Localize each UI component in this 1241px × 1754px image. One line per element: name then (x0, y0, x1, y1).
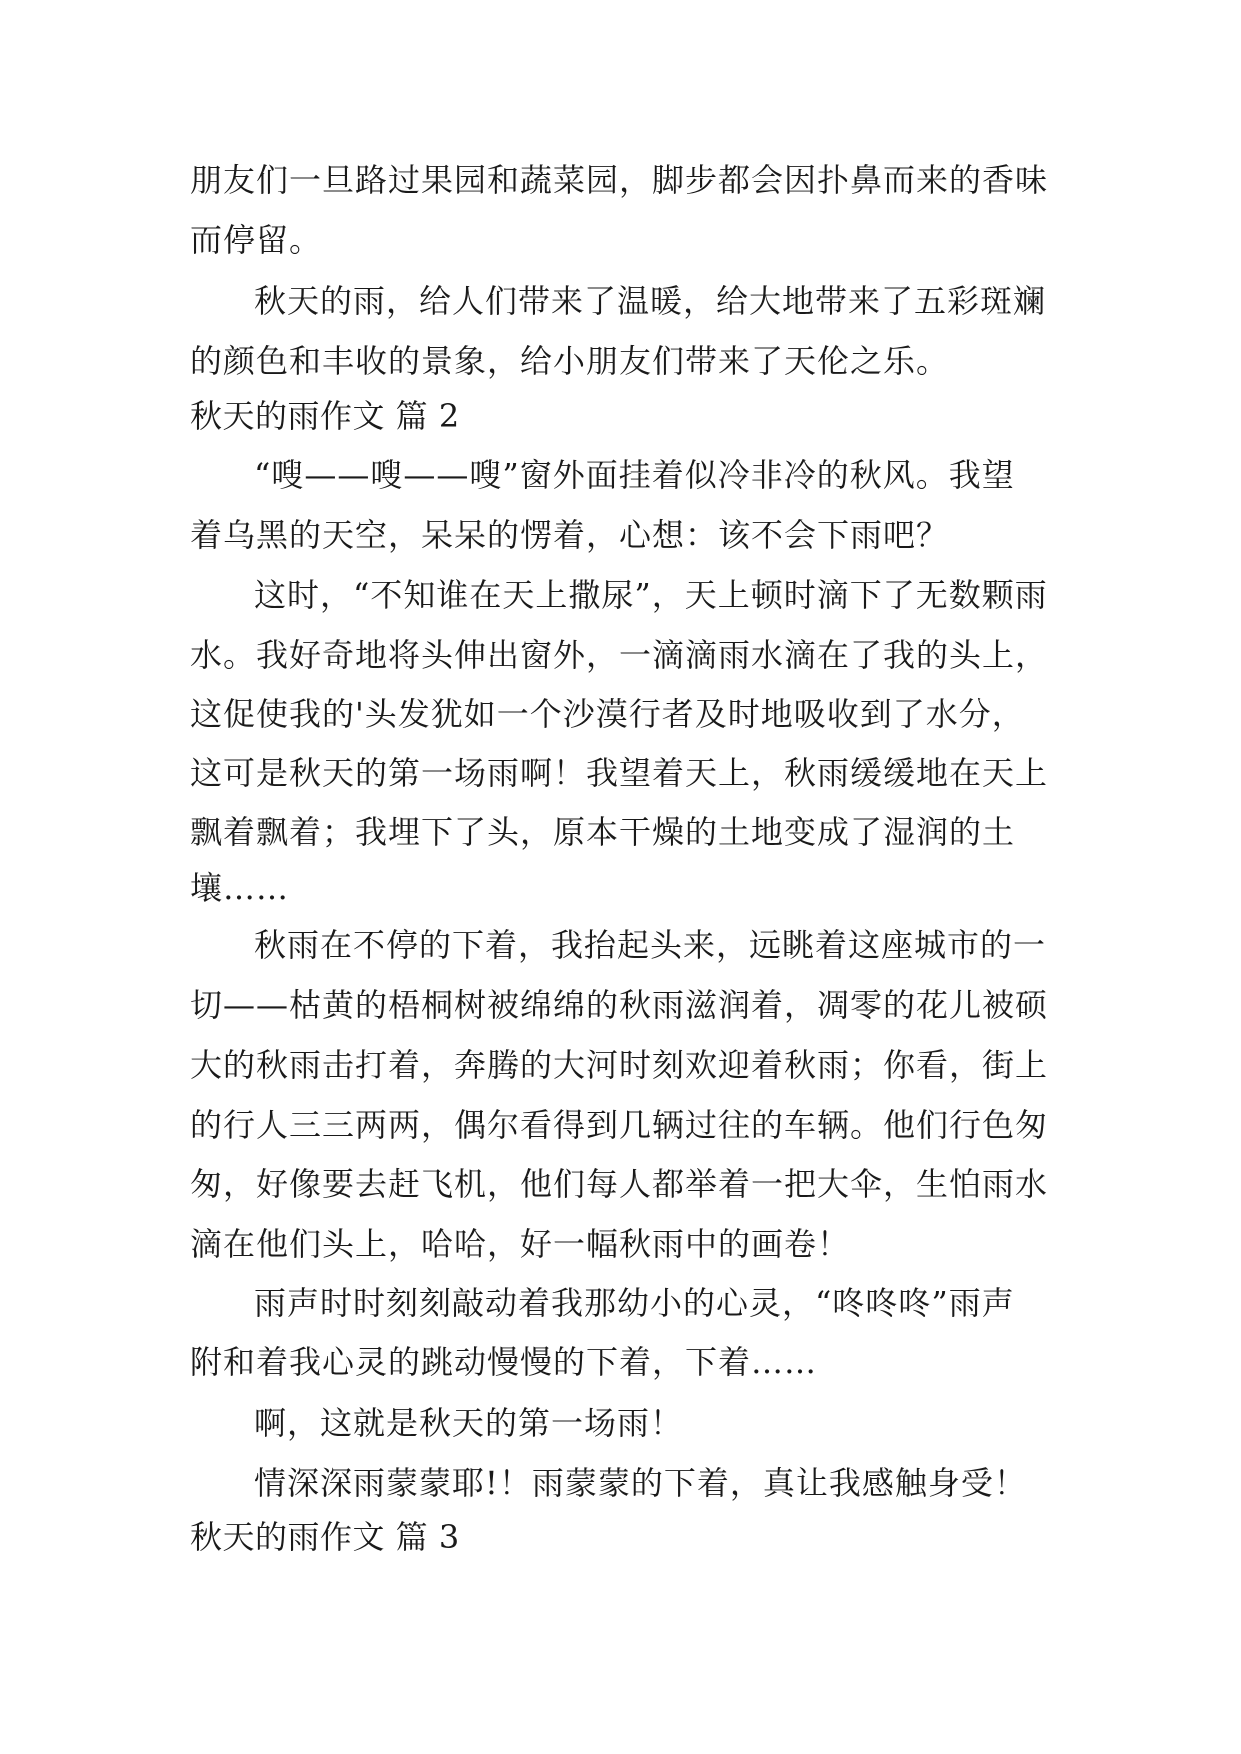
paragraph-line: 壤…… (190, 869, 290, 907)
paragraph-line: 秋雨在不停的下着，我抬起头来，远眺着这座城市的一 (254, 926, 1047, 964)
paragraph-line: 雨声时时刻刻敲动着我那幼小的心灵，“咚咚咚”雨声 (254, 1284, 1015, 1322)
paragraph-line: 情深深雨蒙蒙耶!！雨蒙蒙的下着，真让我感触身受！ (254, 1464, 1027, 1502)
paragraph-line: 飘着飘着；我埋下了头，原本干燥的土地变成了湿润的土 (190, 813, 1016, 851)
paragraph-line: “嗖——嗖——嗖”窗外面挂着似冷非冷的秋风。我望 (254, 456, 1015, 494)
paragraph-line: 的颜色和丰收的景象，给小朋友们带来了天伦之乐。 (190, 342, 950, 380)
paragraph-line: 朋友们一旦路过果园和蔬菜园，脚步都会因扑鼻而来的香味 (190, 161, 1049, 199)
paragraph-line: 这促使我的'头发犹如一个沙漠行者及时地吸收到了水分， (190, 695, 1025, 733)
paragraph-line: 水。我好奇地将头伸出窗外，一滴滴雨水滴在了我的头上， (190, 636, 1049, 674)
paragraph-line: 秋天的雨，给人们带来了温暖，给大地带来了五彩斑斓 (254, 282, 1047, 320)
paragraph-line: 而停留。 (190, 221, 323, 259)
paragraph-line: 大的秋雨击打着，奔腾的大河时刻欢迎着秋雨；你看，街上 (190, 1046, 1049, 1084)
paragraph-line: 匆，好像要去赶飞机，他们每人都举着一把大伞，生怕雨水 (190, 1165, 1049, 1203)
paragraph-line: 着乌黑的天空，呆呆的愣着，心想：该不会下雨吧？ (190, 516, 950, 554)
section-heading: 秋天的雨作文 篇 3 (190, 1518, 460, 1556)
section-heading: 秋天的雨作文 篇 2 (190, 397, 460, 435)
paragraph-line: 这时，“不知谁在天上撒尿”，天上顿时滴下了无数颗雨 (254, 576, 1048, 614)
paragraph-line: 的行人三三两两，偶尔看得到几辆过往的车辆。他们行色匆 (190, 1106, 1049, 1144)
paragraph-line: 附和着我心灵的跳动慢慢的下着，下着…… (190, 1343, 818, 1381)
paragraph-line: 滴在他们头上，哈哈，好一幅秋雨中的画卷！ (190, 1225, 851, 1263)
paragraph-line: 这可是秋天的第一场雨啊！我望着天上，秋雨缓缓地在天上 (190, 754, 1049, 792)
paragraph-line: 切——枯黄的梧桐树被绵绵的秋雨滋润着，凋零的花儿被硕 (190, 986, 1049, 1024)
paragraph-line: 啊，这就是秋天的第一场雨！ (254, 1404, 684, 1442)
